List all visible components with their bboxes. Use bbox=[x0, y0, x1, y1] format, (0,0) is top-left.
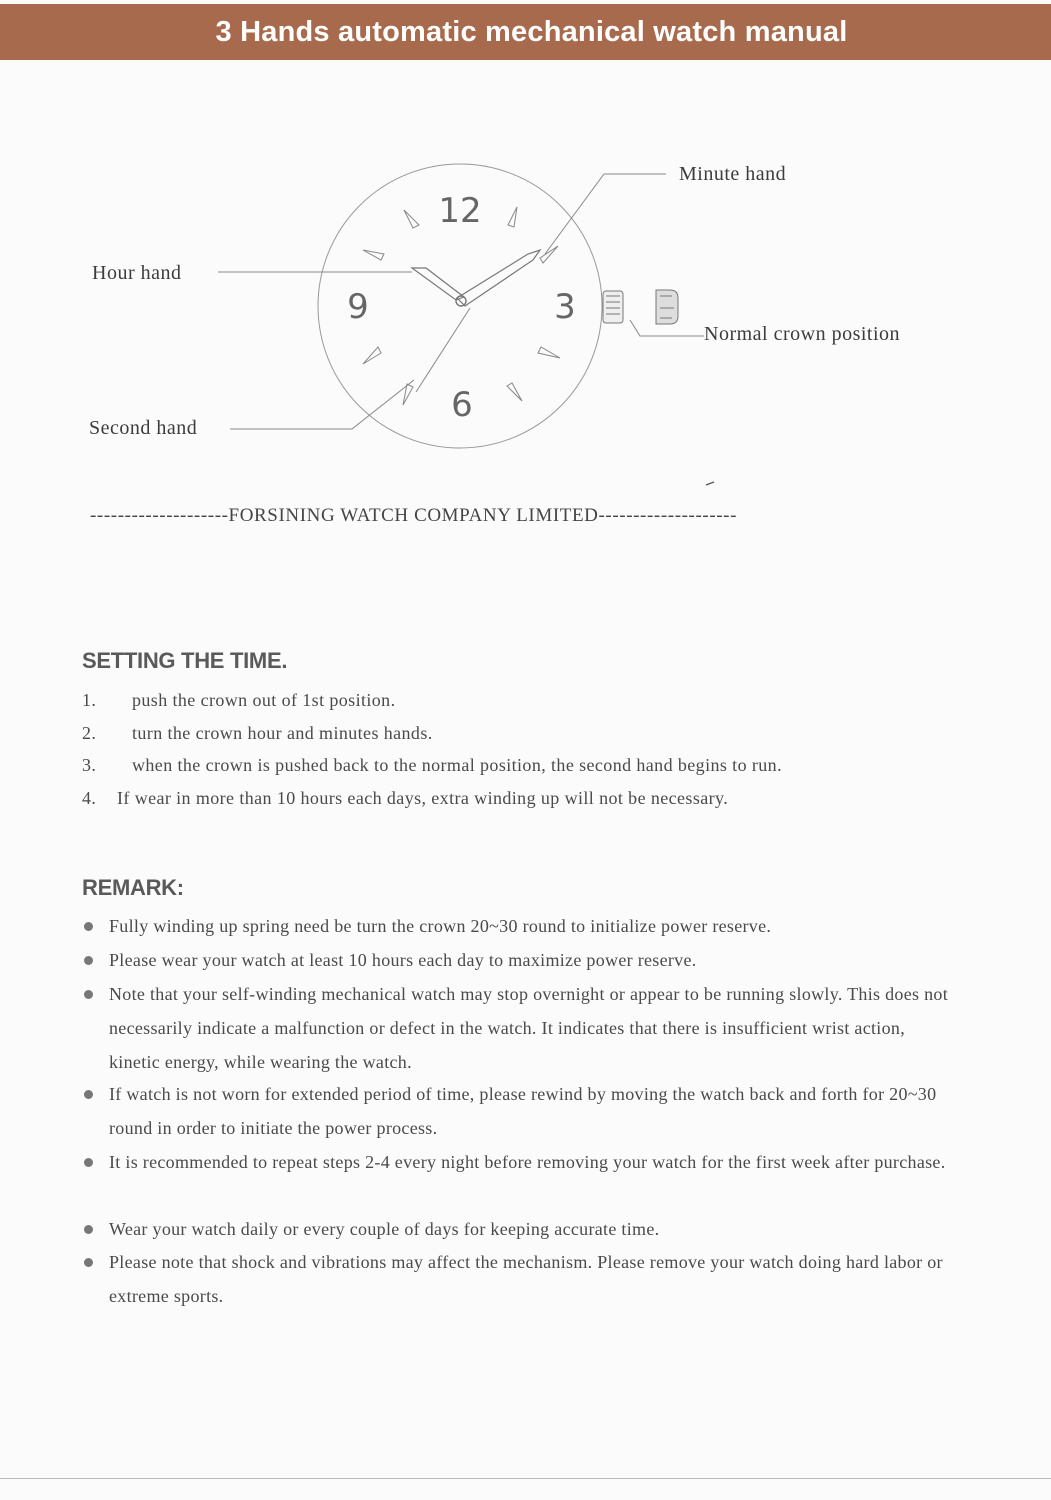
step-number: 3. bbox=[82, 755, 97, 775]
bullet-icon bbox=[84, 956, 93, 965]
bullet-icon bbox=[84, 1258, 93, 1267]
remark-text: Fully winding up spring need be turn the crown 20~30 round to initialize power reserve. bbox=[109, 916, 772, 936]
remark-text: Wear your watch daily or every couple of days for keeping accurate time. bbox=[109, 1219, 660, 1239]
marker-10 bbox=[363, 250, 384, 260]
step-number: 4. bbox=[82, 788, 97, 808]
step-item bbox=[82, 690, 396, 711]
crown-position-label: Normal crown position bbox=[704, 323, 901, 345]
second-hand-shape bbox=[416, 308, 470, 392]
bullet-icon bbox=[84, 990, 93, 999]
bullet-icon bbox=[84, 922, 93, 931]
second-hand-label: Second hand bbox=[89, 417, 198, 439]
remark-item bbox=[84, 1077, 954, 1145]
step-item bbox=[82, 788, 728, 809]
step-item bbox=[82, 723, 433, 744]
remark-item bbox=[84, 1245, 954, 1313]
stray-mark bbox=[706, 482, 714, 485]
remark-text: Note that your self-winding mechanical watch may stop overnight or appear to be running slowly. This does not necessarily indicate a malfunction or defect in the watch. It indicates that there is insufficient wrist action, kinetic energy, while wearing the watch. bbox=[109, 984, 949, 1072]
numeral-6: 6 bbox=[451, 385, 473, 425]
step-number: 1. bbox=[82, 690, 97, 710]
remark-item bbox=[84, 977, 954, 1079]
remark-heading: REMARK: bbox=[82, 875, 184, 900]
remark-item bbox=[84, 943, 954, 977]
crown-normal bbox=[656, 290, 678, 324]
numeral-3: 3 bbox=[554, 287, 576, 327]
marker-11 bbox=[404, 210, 419, 228]
numeral-12: 12 bbox=[438, 191, 482, 231]
minute-hand-leader bbox=[545, 174, 666, 254]
numeral-9: 9 bbox=[347, 287, 369, 327]
second-hand-leader bbox=[230, 380, 414, 429]
setting-time-heading: SETTING THE TIME. bbox=[82, 648, 288, 673]
marker-1 bbox=[508, 207, 517, 227]
crown-pulled-out bbox=[603, 291, 623, 323]
hour-hand-label: Hour hand bbox=[92, 262, 182, 284]
remark-text: It is recommended to repeat steps 2-4 every night before removing your watch for the first week after purchase. bbox=[109, 1152, 946, 1172]
remark-text: Please wear your watch at least 10 hours each day to maximize power reserve. bbox=[109, 950, 697, 970]
marker-8 bbox=[363, 347, 381, 364]
step-text: when the crown is pushed back to the normal position, the second hand begins to run. bbox=[132, 755, 782, 775]
minute-hand-shape bbox=[457, 250, 540, 306]
bullet-icon bbox=[84, 1158, 93, 1167]
remark-text: If watch is not worn for extended period of time, please rewind by moving the watch back and forth for 20~30 round in order to initiate the power process. bbox=[109, 1084, 937, 1138]
marker-5 bbox=[507, 383, 522, 401]
hour-hand-shape bbox=[412, 268, 464, 300]
step-text: If wear in more than 10 hours each days, extra winding up will not be necessary. bbox=[117, 788, 729, 808]
page-title: 3 Hands automatic mechanical watch manual bbox=[215, 15, 848, 48]
step-text: push the crown out of 1st position. bbox=[132, 690, 396, 710]
bullet-icon bbox=[84, 1225, 93, 1234]
company-name-line: --------------------FORSINING WATCH COMPANY LIMITED-------------------- bbox=[90, 505, 738, 526]
page-bottom-divider bbox=[0, 1478, 1051, 1479]
minute-hand-label: Minute hand bbox=[679, 163, 787, 185]
step-text: turn the crown hour and minutes hands. bbox=[132, 723, 433, 743]
step-number: 2. bbox=[82, 723, 97, 743]
step-item bbox=[82, 755, 782, 776]
marker-4 bbox=[538, 347, 560, 358]
remark-item bbox=[84, 909, 954, 943]
remark-text: Please note that shock and vibrations may affect the mechanism. Please remove your watch doing hard labor or extreme sports. bbox=[109, 1252, 943, 1306]
remark-item bbox=[84, 1145, 954, 1179]
bullet-icon bbox=[84, 1090, 93, 1099]
remark-item bbox=[84, 1212, 954, 1246]
